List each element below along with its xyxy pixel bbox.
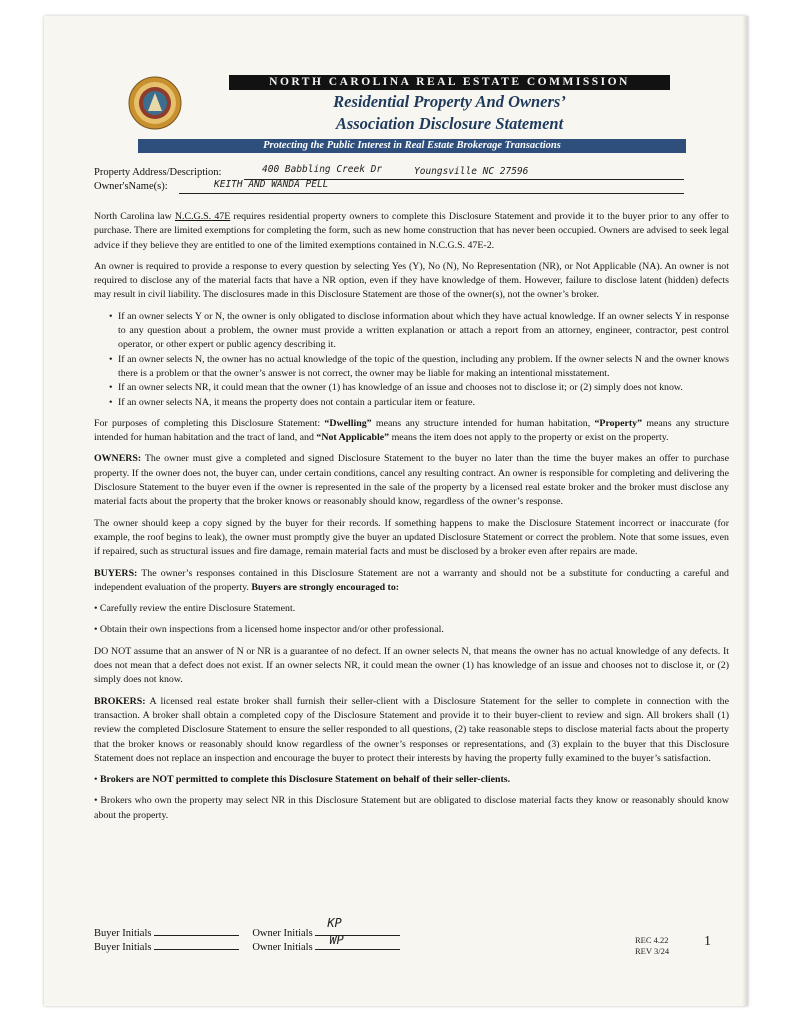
response-paragraph: An owner is required to provide a response to every question by selecting Yes (Y), No (N), No Representation (NR), or Not Applicable (NA). An owner is not required to disclose any of the material facts that have a NR option, even if they have knowledge of them. However, failure to disclose latent (hidden) defects may result in civil liability. The disclosures made in this Disclosure Statement are those of the owner(s), not the owner’s broker. xyxy=(94,260,729,301)
form-title-line-1: Residential Property And Owners’ xyxy=(333,92,566,111)
page-number: 1 xyxy=(704,934,711,949)
nc-commission-seal xyxy=(128,76,182,130)
list-item: • If an owner selects NR, it could mean that the owner (1) has knowledge of an issue and chooses not to disclose it; or (2) simply does not know. xyxy=(118,381,729,395)
list-item: • Obtain their own inspections from a licensed home inspector and/or other professional. xyxy=(94,624,444,636)
buyers-warning: DO NOT assume that an answer of N or NR is a guarantee of no defect. If an owner selects N, that means the owner has no actual knowledge of any defects. It does not mean that a defect does not exist. If an owner selects NR, it could mean the owner (1) has knowledge of an issue and chooses not to disclose it, or (2) simply does not know. xyxy=(94,645,729,686)
buyer-initials-label: Buyer Initials xyxy=(94,928,152,939)
owner-initials-field-1[interactable] xyxy=(315,916,400,936)
owner-names-row xyxy=(94,181,684,192)
response-options-list xyxy=(94,310,729,410)
property-address-row xyxy=(94,164,684,178)
list-item: • Brokers who own the property may select NR in this Disclosure Statement but are obligated to disclose material facts they know or reasonably should know about the property. xyxy=(94,795,729,821)
buyers-section: BUYERS: The owner’s responses contained in this Disclosure Statement are not a warranty and should not be a substitute for conducting a careful and independent evaluation of the property. Buyers are strongly encouraged to: • Carefully review the entire Disclosure Statement. • Obtain their own inspections from a licensed home inspector and/or other professional. DO NOT assume that an answer of N or NR is a guarantee of no defect. If an owner selects N, that means the owner has no actual knowledge of any defects. It does not mean that a defect does not exist. If an owner selects NR, it could mean the owner (1) has knowledge of an issue and chooses not to disclose it, or (2) simply does not know. xyxy=(94,567,729,688)
owner-names-value: KEITH AND WANDA PELL xyxy=(214,179,329,190)
list-item: • Carefully review the entire Disclosure Statement. xyxy=(94,603,296,615)
commission-banner: NORTH CAROLINA REAL ESTATE COMMISSION xyxy=(229,75,670,90)
definitions-paragraph: For purposes of completing this Disclosure Statement: “Dwelling” means any structure intended for human habitation, “Property” means any structure intended for human habitation and the tract of land, and “Not Applicable” means the item does not apply to the property or exist on the property. xyxy=(94,417,729,444)
document-page xyxy=(44,16,748,1006)
list-item: • If an owner selects N, the owner has no actual knowledge of the topic of the question, including any problem. If the owner selects N and the owner knows there is a problem or that the owner’s answer is not correct, the owner may be liable for making an intentional misstatement. xyxy=(118,353,729,382)
owner-copy-paragraph: The owner should keep a copy signed by the buyer for their records. If something happens to make the Disclosure Statement incorrect or inaccurate (for example, the roof begins to leak), the owner must promptly give the buyer an updated Disclosure Statement or correct the problem. Note that some issues, even if repaired, such as structural issues and fire damage, remain material facts and must be disclosed by a broker even after repairs are made. xyxy=(94,517,729,558)
owner-initials-label: Owner Initials xyxy=(252,942,313,953)
property-address-label: Property Address/Description: xyxy=(94,167,222,178)
property-address-city: Youngsville NC 27596 xyxy=(414,166,529,177)
list-item: • Brokers are NOT permitted to complete this Disclosure Statement on behalf of their seller-clients. xyxy=(94,774,511,786)
owners-paragraph: OWNERS: The owner must give a completed and signed Disclosure Statement to the buyer no later than the time the buyer makes an offer to purchase property. If the owner does not, the buyer can, under certain conditions, cancel any resulting contract. An owner is responsible for completing and delivering the Disclosure Statement to the buyer even if the owner is represented in the sale of the property by a licensed real estate broker and the broker must disclose any material facts about the property that the broker knows or reasonably should know, regardless of the owner’s response. xyxy=(94,453,729,508)
buyer-initials-label: Buyer Initials xyxy=(94,942,152,953)
buyer-initials-field-2[interactable] xyxy=(154,939,239,950)
owner-names-label: Owner'sName(s): xyxy=(94,181,168,192)
disclosure-body xyxy=(94,210,729,830)
list-item: • If an owner selects NA, it means the property does not contain a particular item or feature. xyxy=(118,396,729,410)
page-edge-shadow xyxy=(742,16,748,1006)
owner-initials-signature-1: KP xyxy=(327,916,342,930)
owner-initials-label: Owner Initials xyxy=(252,928,313,939)
intro-paragraph: North Carolina law N.C.G.S. 47E requires residential property owners to complete this Disclosure Statement and provide it to the buyer prior to any offer to purchase. There are limited exemptions for completing the form, such as new home construction that has never been occupied. Owners are advised to seek legal advice if they believe they are entitled to one of the limited exemptions contained in N.C.G.S. 47E-2. xyxy=(94,211,729,251)
revision-info: REC 4.22 REV 3/24 xyxy=(635,935,670,956)
form-title-line-2: Association Disclosure Statement xyxy=(335,114,564,133)
list-item: • If an owner selects Y or N, the owner is only obligated to disclose information about which they have actual knowledge. If an owner selects Y in response to any question about a problem, the owner must provide a written explanation or attach a report from an attorney, engineer, contractor, pest control operator, or other expert or public agency describing it. xyxy=(118,310,729,353)
buyer-initials-field-1[interactable] xyxy=(154,925,239,936)
owner-initials-signature-2: WP xyxy=(329,933,344,947)
initials-row-2 xyxy=(94,933,400,953)
property-address-street: 400 Babbling Creek Dr xyxy=(262,164,383,175)
statute-link: N.C.G.S. 47E xyxy=(174,211,231,222)
tagline-banner: Protecting the Public Interest in Real Estate Brokerage Transactions xyxy=(138,139,686,153)
initials-row-1 xyxy=(94,916,400,939)
owner-initials-field-2[interactable] xyxy=(315,933,400,950)
brokers-section: BROKERS: A licensed real estate broker shall furnish their seller-client with a Disclosure Statement for the seller to complete in connection with the transaction. A broker shall obtain a completed copy of the Disclosure Statement and provide it to their buyer-client to review and sign. All brokers shall (1) review the completed Disclosure Statement to ensure the seller responded to all questions, (2) take reasonable steps to disclose material facts about the property that the broker knows or reasonably should know regardless of the owner’s responses or representations, and (3) explain to the buyer that this Disclosure Statement does not replace an inspection and encourage the buyer to protect their interests by having the property fully examined to the buyer’s satisfaction. • Brokers are NOT permitted to complete this Disclosure Statement on behalf of their seller-clients. • Brokers who own the property may select NR in this Disclosure Statement but are obligated to disclose material facts they know or reasonably should know about the property. xyxy=(94,695,729,823)
